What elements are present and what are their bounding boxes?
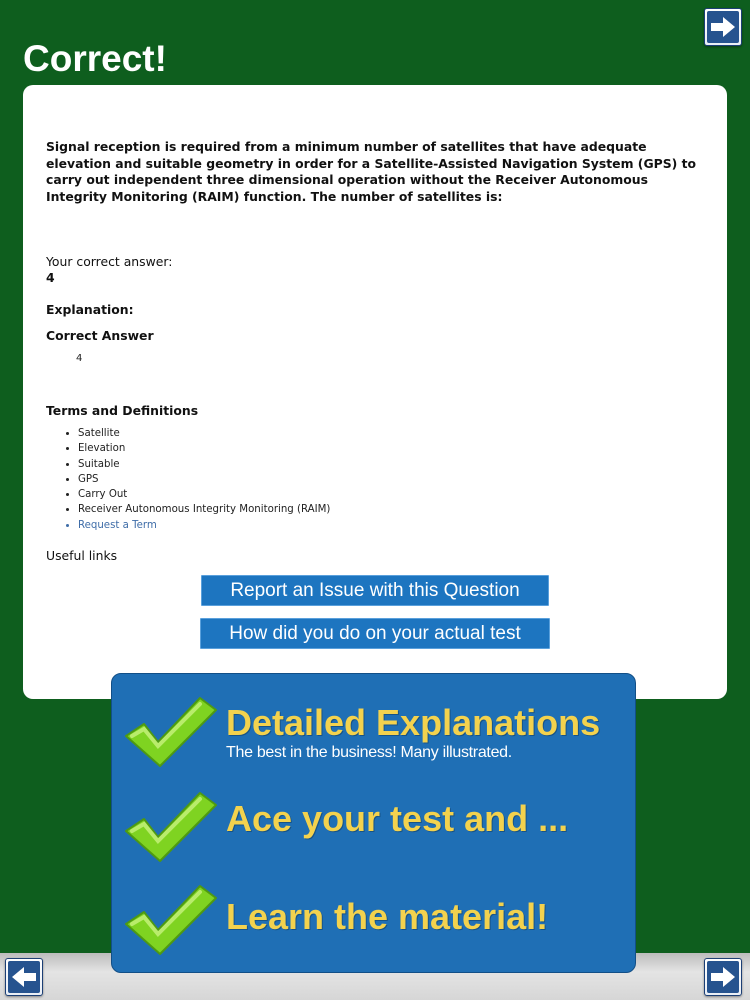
arrow-right-icon xyxy=(710,966,736,988)
next-button-bottom[interactable] xyxy=(704,958,742,996)
question-text: Signal reception is required from a minimum number of satellites that have adequate elevation and suitable geometry in order for a Satellite-Assisted Navigation System (GPS) to carry out independent three dimensional operation without the Receiver Autonomous Integrity Monitoring (RAIM) function. The number of satellites is: xyxy=(46,139,697,204)
arrow-left-icon xyxy=(11,966,37,988)
checkmark-icon xyxy=(122,882,218,958)
term-item: • Suitable xyxy=(78,457,330,472)
promo-banner[interactable] xyxy=(111,673,636,973)
term-item: • GPS xyxy=(78,472,330,487)
promo-subline: The best in the business! Many illustrated. xyxy=(226,744,512,761)
next-button[interactable] xyxy=(704,8,742,46)
correct-answer-value: 4 xyxy=(76,353,83,364)
term-item: • Satellite xyxy=(78,426,330,441)
actual-test-feedback-button[interactable]: How did you do on your actual test xyxy=(200,618,550,649)
correct-answer-label: Correct Answer xyxy=(46,328,154,343)
result-title: Correct! xyxy=(23,38,167,79)
promo-line-3: Learn the material! xyxy=(226,896,549,937)
promo-line-2: Ace your test and ... xyxy=(226,798,569,839)
term-item: • Carry Out xyxy=(78,487,330,502)
checkmark-icon xyxy=(122,789,218,865)
your-answer-value: 4 xyxy=(46,270,55,285)
term-item: • Elevation xyxy=(78,441,330,456)
terms-list xyxy=(62,426,330,533)
useful-links-label: Useful links xyxy=(46,548,118,563)
explanation-card xyxy=(23,85,727,699)
terms-heading: Terms and Definitions xyxy=(46,403,199,418)
arrow-right-icon xyxy=(710,16,736,38)
promo-line-1: Detailed Explanations xyxy=(226,702,601,743)
your-answer-label: Your correct answer: xyxy=(46,254,173,269)
explanation-label: Explanation: xyxy=(46,302,134,317)
checkmark-icon xyxy=(122,694,218,770)
report-issue-button[interactable]: Report an Issue with this Question xyxy=(201,575,549,606)
term-item: • Receiver Autonomous Integrity Monitoring (RAIM) xyxy=(78,502,330,517)
request-term-link[interactable]: • Request a Term xyxy=(78,518,330,533)
back-button[interactable] xyxy=(5,958,43,996)
